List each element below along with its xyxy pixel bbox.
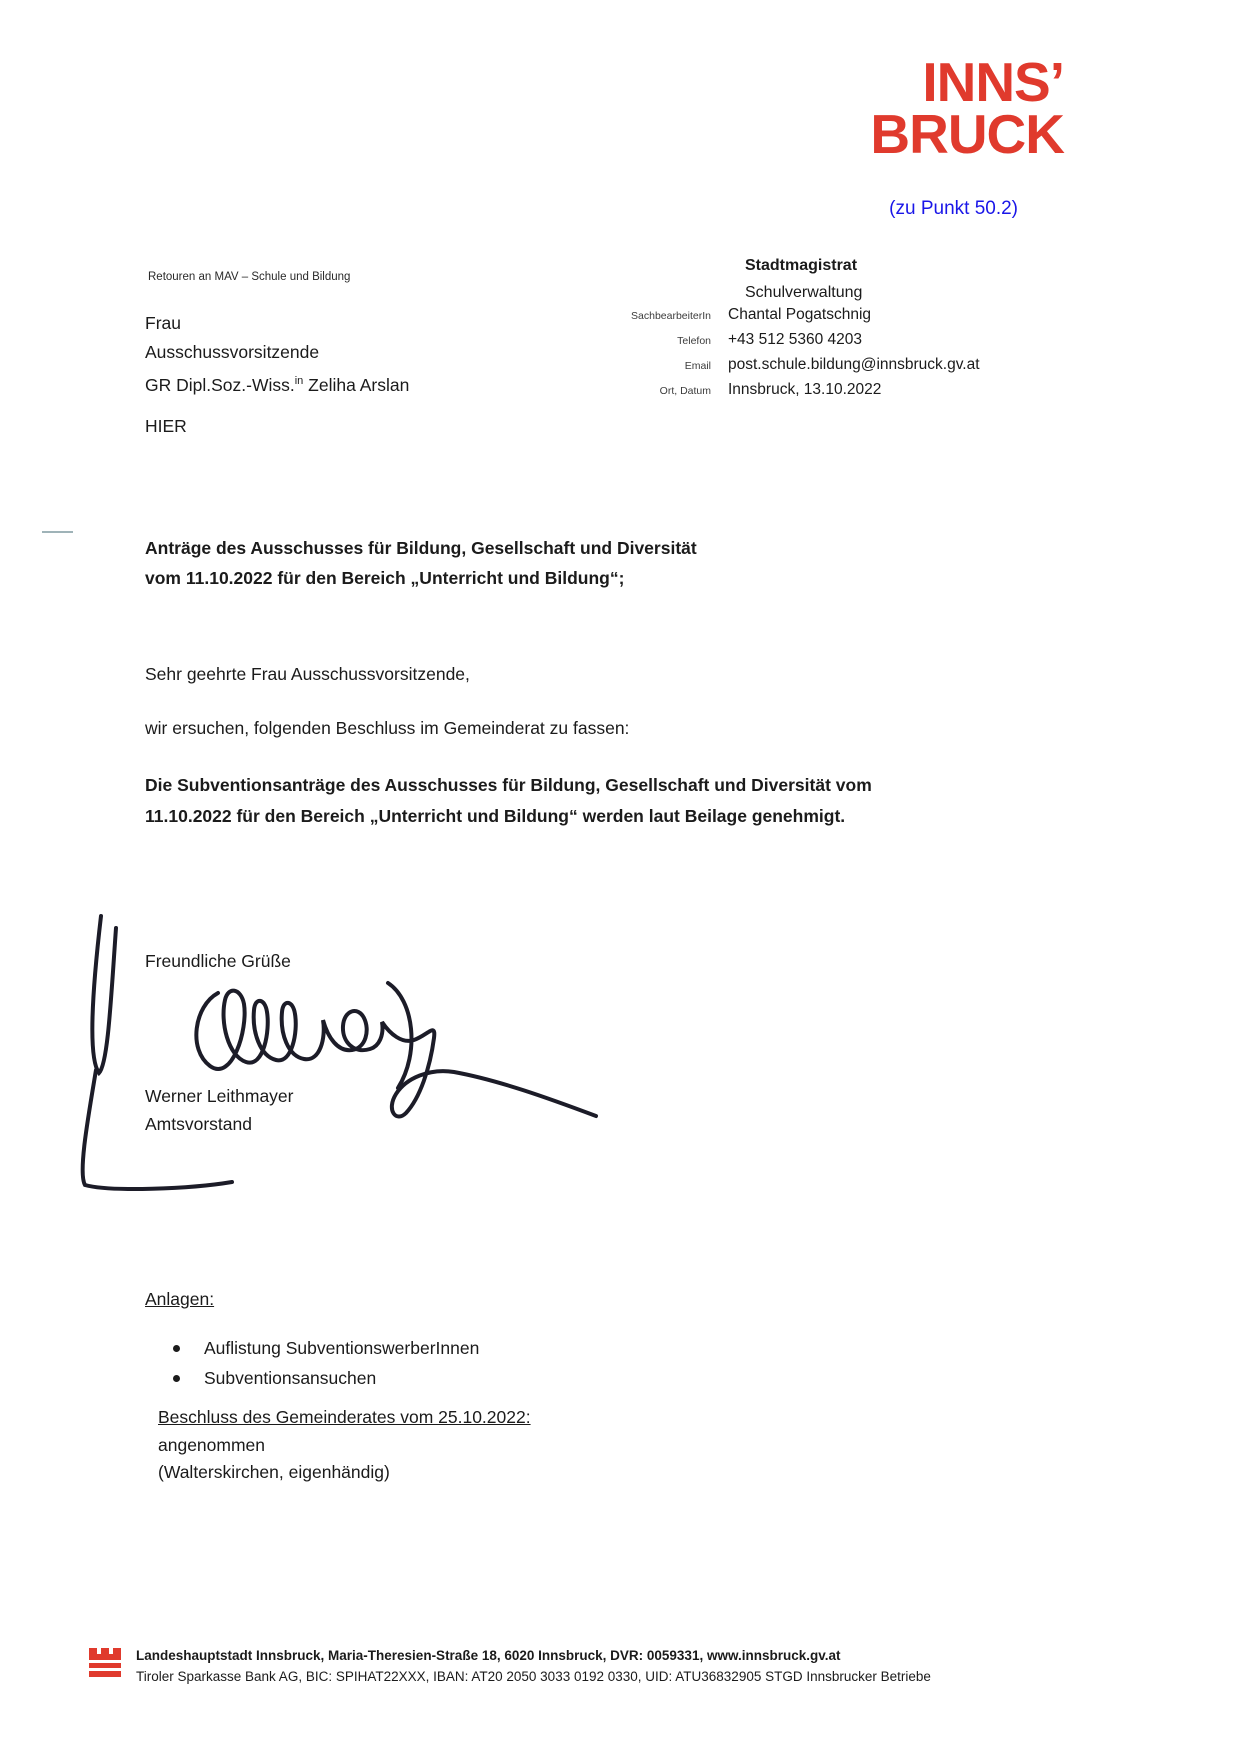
council-decision-signatory: (Walterskirchen, eigenhändig): [158, 1462, 390, 1482]
recipient-name: Zeliha Arslan: [303, 374, 410, 395]
fold-mark: [42, 531, 73, 533]
attachment-label: Subventionsansuchen: [204, 1368, 377, 1388]
sender-organisation: Stadtmagistrat: [745, 257, 858, 274]
attachment-item: [173, 1338, 479, 1359]
resolution-line-1: Die Subventionsanträge des Ausschusses für Bildung, Gesellschaft und Diversität vom: [145, 775, 872, 795]
subject-line-1: Anträge des Ausschusses für Bildung, Gesellschaft und Diversität: [145, 538, 697, 558]
recipient-title: GR Dipl.Soz.-Wiss.: [145, 374, 295, 395]
sender-row-value: post.schule.bildung@innsbruck.gv.at: [728, 356, 980, 373]
attachment-item: [173, 1368, 479, 1389]
subject-line-2: vom 11.10.2022 für den Bereich „Unterricht und Bildung“;: [145, 568, 625, 588]
innsbruck-crest-icon: [89, 1648, 121, 1678]
sender-row-value: +43 512 5360 4203: [728, 331, 863, 348]
bullet-icon: [173, 1375, 180, 1382]
signer-name: Werner Leithmayer: [145, 1086, 294, 1106]
footer-line-1: Landeshauptstadt Innsbruck, Maria-Theresien-Straße 18, 6020 Innsbruck, DVR: 0059331, www.innsbruck.gv.at: [136, 1648, 841, 1663]
logo-line-2: BRUCK: [870, 103, 1064, 165]
logo-line-1: INNS’: [922, 51, 1064, 113]
signer-title: Amtsvorstand: [145, 1114, 252, 1134]
sender-row-label: Ort, Datum: [659, 385, 711, 397]
sender-department: Schulverwaltung: [745, 284, 863, 301]
sender-row-telefon: [558, 332, 1118, 349]
footer-block: [136, 1645, 931, 1687]
sender-row-label: SachbearbeiterIn: [631, 310, 711, 322]
sender-row-sachbearbeiterin: [558, 307, 1118, 324]
attachment-label: Auflistung SubventionswerberInnen: [204, 1338, 480, 1358]
handwritten-signature: [68, 898, 628, 1218]
signer-block: [145, 1082, 294, 1138]
sender-row-value: Chantal Pogatschnig: [728, 306, 872, 323]
subject-line: [145, 533, 697, 593]
recipient-line-2: Ausschussvorsitzende: [145, 342, 320, 362]
recipient-block: [145, 309, 409, 400]
footer-line-2: Tiroler Sparkasse Bank AG, BIC: SPIHAT22XXX, IBAN: AT20 2050 3033 0192 0330, UID: ATU36832905 STGD Innsbrucker Betriebe: [136, 1669, 931, 1684]
closing-phrase: Freundliche Grüße: [145, 951, 291, 971]
sender-row-label: Email: [684, 360, 711, 372]
sender-row-label: Telefon: [677, 335, 711, 347]
sender-row-email: [558, 357, 1118, 374]
recipient-title-superscript: in: [294, 375, 304, 387]
recipient-line-3: [145, 367, 409, 400]
recipient-location: HIER: [145, 416, 187, 436]
return-address-note: Retouren an MAV – Schule und Bildung: [148, 271, 351, 283]
agenda-point-note: (zu Punkt 50.2): [889, 198, 1018, 219]
council-decision-block: [158, 1404, 531, 1487]
recipient-line-1: Frau: [145, 313, 181, 333]
council-decision-result: angenommen: [158, 1434, 266, 1455]
salutation: Sehr geehrte Frau Ausschussvorsitzende,: [145, 664, 470, 684]
resolution-paragraph: [145, 770, 1025, 832]
attachment-list: [173, 1338, 479, 1398]
attachments-heading: Anlagen:: [145, 1289, 215, 1309]
sender-row-value: Innsbruck, 13.10.2022: [728, 381, 882, 398]
sender-row-ort-datum: [558, 382, 1118, 399]
innsbruck-logo: [870, 51, 1064, 165]
bullet-icon: [173, 1345, 180, 1352]
council-decision-heading: Beschluss des Gemeinderates vom 25.10.2022:: [158, 1407, 531, 1427]
sender-contact-rows: [558, 307, 1118, 407]
resolution-line-2: 11.10.2022 für den Bereich „Unterricht und Bildung“ werden laut Beilage genehmigt.: [145, 806, 846, 826]
body-paragraph: wir ersuchen, folgenden Beschluss im Gemeinderat zu fassen:: [145, 718, 630, 738]
